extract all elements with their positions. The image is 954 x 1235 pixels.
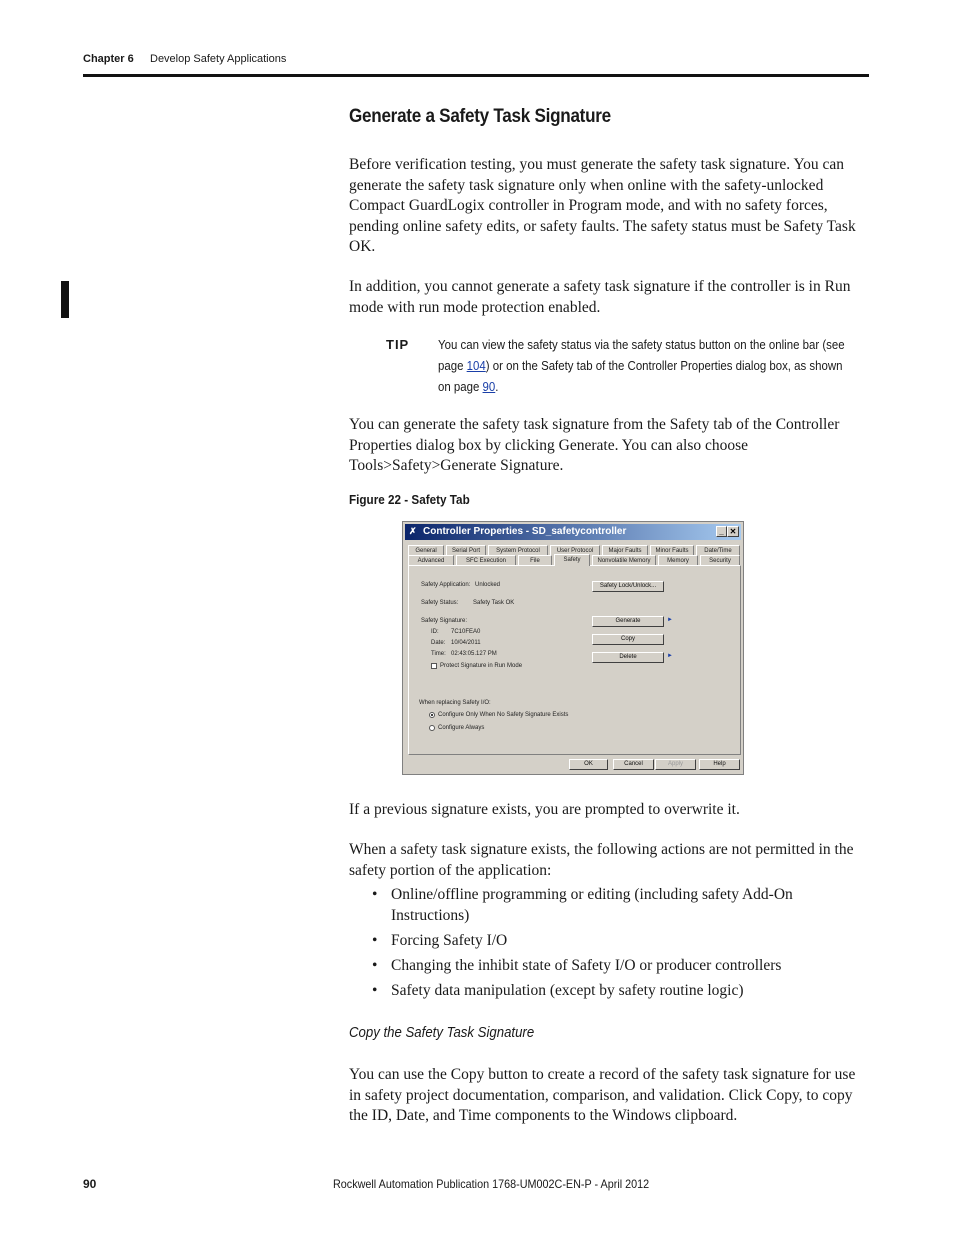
tab-advanced[interactable]: Advanced [408, 555, 454, 565]
ok-button[interactable]: OK [569, 759, 608, 770]
tip-text-part: . [495, 379, 499, 394]
generate-button[interactable]: Generate [592, 616, 664, 627]
tip-text [438, 334, 852, 397]
tab-general[interactable]: General [408, 545, 444, 555]
help-button[interactable]: Help [699, 759, 740, 770]
signature-id-value: 7C10FEA0 [451, 629, 481, 635]
chapter-title: Develop Safety Applications [150, 53, 287, 65]
signature-time-label: Time: [431, 651, 446, 657]
configure-only-radio[interactable] [429, 712, 435, 718]
signature-date-value: 10/04/2011 [451, 640, 481, 646]
page-link-90[interactable]: 90 [482, 379, 496, 394]
copy-button[interactable]: Copy [592, 634, 664, 645]
delete-button[interactable]: Delete [592, 652, 664, 663]
configure-always-label: Configure Always [438, 725, 485, 731]
chapter-label: Chapter 6 [83, 53, 134, 65]
controller-properties-dialog [402, 521, 744, 775]
header-rule [83, 74, 869, 77]
page-link-104[interactable]: 104 [466, 358, 486, 373]
paragraph-not-permitted: When a safety task signature exists, the following actions are not permitted in the safety portion of the application: [349, 841, 854, 879]
tip-text-part: ) or on the Safety tab of the Controller Properties dialog box, as shown on page [438, 358, 843, 394]
figure-caption: Figure 22 - Safety Tab [349, 492, 470, 507]
signature-time-value: 02:43:05.127 PM [451, 651, 497, 657]
page-number: 90 [83, 1177, 97, 1191]
protect-signature-label: Protect Signature in Run Mode [440, 663, 523, 669]
list-item: • Changing the inhibit state of Safety I/O or producer controllers [372, 956, 852, 977]
configure-always-radio[interactable] [429, 725, 435, 731]
paragraph-run-mode: In addition, you cannot generate a safety task signature if the controller is in Run mode with run mode protection enabled. [349, 278, 851, 316]
dialog-titlebar [405, 524, 741, 540]
paragraph-verification: Before verification testing, you must generate the safety task signature. You can generate the safety task signature only when online with the safety-unlocked Compact GuardLogix controller in Program mode, and with no safety forces, pending online safety edits, or safety faults. The safety status must be Safety Task OK. [349, 156, 856, 255]
tab-major-faults[interactable]: Major Faults [602, 545, 648, 555]
minimize-icon[interactable]: _ [716, 526, 727, 537]
tab-serial-port[interactable]: Serial Port [446, 545, 486, 555]
safety-application-value: Unlocked [475, 582, 501, 588]
dialog-title: Controller Properties - SD_safetycontroller [423, 526, 627, 537]
tab-sfc-execution[interactable]: SFC Execution [456, 555, 516, 565]
paragraph-overwrite: If a previous signature exists, you are prompted to overwrite it. [349, 801, 740, 818]
tip-label: TIP [386, 337, 410, 352]
signature-id-label: ID: [431, 629, 439, 635]
safety-application-label: Safety Application: [421, 582, 471, 588]
configure-only-label: Configure Only When No Safety Signature Exists [438, 712, 569, 718]
change-bar [61, 281, 69, 318]
tab-security[interactable]: Security [700, 555, 740, 565]
tab-minor-faults[interactable]: Minor Faults [650, 545, 694, 555]
tab-row-2 [408, 555, 741, 565]
tab-nonvolatile-memory[interactable]: Nonvolatile Memory [592, 555, 656, 565]
paragraph-copy: You can use the Copy button to create a record of the safety task signature for use in safety project documentation, comparison, and validation. Click Copy, to copy the ID, Date, and Time components to the Windows clipboard. [349, 1066, 856, 1124]
tab-safety[interactable]: Safety [554, 554, 590, 566]
copy-signature-subheading: Copy the Safety Task Signature [349, 1024, 535, 1041]
publication-id: Rockwell Automation Publication 1768-UM002C-EN-P - April 2012 [333, 1177, 650, 1191]
safety-status-label: Safety Status: [421, 600, 459, 606]
safety-signature-label: Safety Signature: [421, 618, 468, 624]
protect-signature-checkbox[interactable] [431, 663, 437, 669]
replacing-safety-io-label: When replacing Safety I/O: [419, 700, 491, 706]
tab-file[interactable]: File [518, 555, 552, 565]
list-item: • Online/offline programming or editing (including safety Add-On Instructions) [372, 885, 852, 926]
tip-text-part: You can view the safety status via the safety status button on the online bar (see page [438, 337, 845, 373]
safety-status-value: Safety Task OK [473, 600, 515, 606]
app-icon: ✗ [409, 526, 417, 536]
safety-lock-unlock-button[interactable]: Safety Lock/Unlock... [592, 581, 664, 592]
list-item: • Forcing Safety I/O [372, 931, 852, 952]
safety-tab-panel [408, 565, 741, 755]
signature-date-label: Date: [431, 640, 446, 646]
tab-date-time[interactable]: Date/Time [696, 545, 740, 555]
cancel-button[interactable]: Cancel [613, 759, 654, 770]
paragraph-generate: You can generate the safety task signature from the Safety tab of the Controller Properties dialog box by clicking Generate. You can also choose Tools>Safety>Generate Signature. [349, 416, 840, 474]
apply-button[interactable]: Apply [655, 759, 696, 770]
arrow-icon: ► [667, 653, 673, 659]
tab-memory[interactable]: Memory [658, 555, 698, 565]
not-permitted-list [372, 885, 852, 1006]
list-item: • Safety data manipulation (except by safety routine logic) [372, 981, 852, 1002]
close-icon[interactable]: ✕ [727, 526, 739, 537]
section-title: Generate a Safety Task Signature [349, 106, 611, 127]
tab-system-protocol[interactable]: System Protocol [488, 545, 548, 555]
tab-user-protocol[interactable]: User Protocol [550, 545, 600, 555]
arrow-icon: ► [667, 617, 673, 623]
